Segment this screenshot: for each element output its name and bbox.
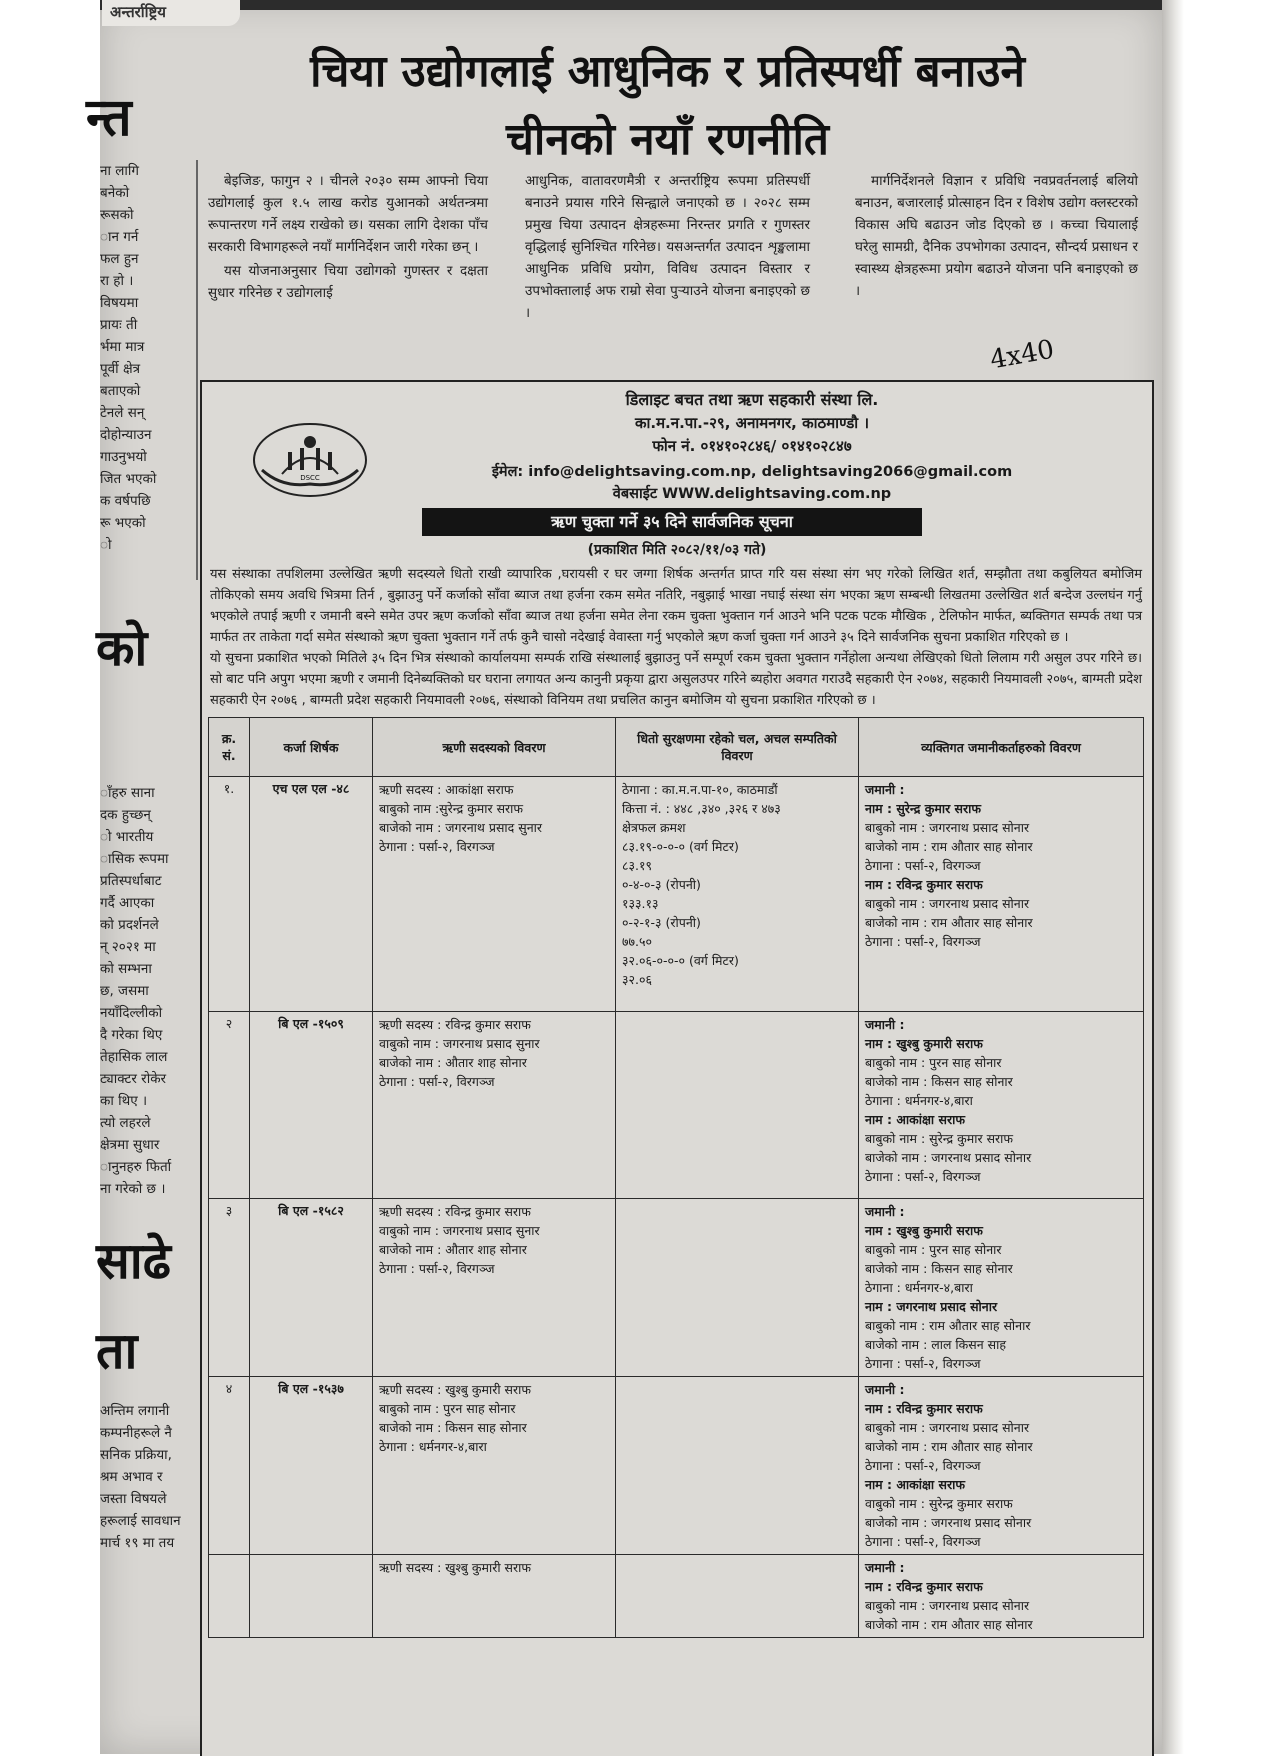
handwritten-mark: 4x40: [987, 334, 1057, 376]
left-column-fragment: को सम्भना: [100, 961, 152, 977]
guarantors-line: बाबुको नाम : सुरेन्द्र कुमार सराफ: [865, 1131, 1014, 1146]
table-row: [209, 1199, 1144, 1377]
cell-serial: २: [209, 1012, 250, 1199]
guarantors-line: बाजेको नाम : किसन साह सोनार: [865, 1261, 1013, 1276]
left-column-fragment: फल हुन: [100, 251, 139, 267]
collateral-line: ८३.१९-०-०-० (वर्ग मिटर): [622, 839, 739, 854]
guarantors-line: बाबुको नाम : पुरन साह सोनार: [865, 1242, 1002, 1257]
borrower-line: ठेगाना : पर्सा-२, विरगञ्ज: [379, 839, 495, 854]
guarantors-line: ठेगाना : पर्सा-२, विरगञ्ज: [865, 1534, 981, 1549]
collateral-line: ०-२-१-३ (रोपनी): [622, 915, 701, 930]
guarantors-line: नाम : रविन्द्र कुमार सराफ: [865, 1579, 983, 1594]
collateral-line: ०-४-०-३ (रोपनी): [622, 877, 701, 892]
headline-line-2: चीनको नयाँ रणनीति: [505, 114, 830, 165]
cell-serial: १.: [209, 777, 250, 1012]
guarantors-line: जमानी :: [865, 1382, 905, 1397]
notice-paragraph: यस संस्थाका तपशिलमा उल्लेखित ऋणी सदस्यले धितो राखी व्यापारिक ,घरायसी र घर जग्गा शिर्षक अन्तर्गत प्राप्त गरि यस संस्था संग भए गरेको लिखित शर्त, सम्झौता तथा कबुलियत बमोजिम तोकिएको समय अवधि भित्रमा तिर्न , बुझाउनु पर्ने कर्जाको साँवा ब्याज तथा हर्जना रकम समेत नतिरि, नबुझाई भाखा नघाई संस्था संग भएका ऋण सम्बन्धी लिखतमा उल्लेखित शर्त बन्देज उल्लघंन गर्नु भएकोले तपाई ऋणी र जमानी बस्ने समेत उपर ऋण कर्जाको साँवा ब्याज तथा हर्जना समेत लेना रकम चुक्ता भुक्तान गर्न आउने भनि पटक पटक मौखिक , टेलिफोन मार्फत, ब्यक्तिगत सम्पर्क तथा पत्र मार्फत तर ताकेता गर्दा समेत संस्थाको ऋण चुक्ता भुक्तान गर्ने तर्फ कुनै चासो नदेखाई वेवास्ता गर्नु भएकोले ऋण कर्जा चुक्ता गर्न आउने ३५ दिने सार्वजनिक सुचना प्रकाशित गरिएको छ ।: [210, 567, 1142, 645]
guarantors-line: नाम : आकांक्षा सराफ: [865, 1477, 965, 1492]
cell-serial: ३: [209, 1199, 250, 1377]
left-column-fragment: मार्च १९ मा तय: [100, 1535, 175, 1551]
borrower-line: बाजेको नाम : जगरनाथ प्रसाद सुनार: [379, 820, 542, 835]
cell-collateral: [616, 777, 859, 1012]
table-row: [209, 777, 1144, 1012]
guarantors-line: बाजेको नाम : राम औतार साह सोनार: [865, 1439, 1033, 1454]
organization-phone: फोन नं. ०१४१०२८४६/ ०१४१०२८४७: [652, 437, 852, 455]
guarantors-line: ठेगाना : पर्सा-२, विरगञ्ज: [865, 1169, 981, 1184]
guarantors-line: नाम : सुरेन्द्र कुमार सराफ: [865, 801, 981, 816]
borrower-line: ठेगाना : पर्सा-२, विरगञ्ज: [379, 1261, 495, 1276]
guarantors-line: बाजेको नाम : लाल किसन साह: [865, 1337, 1006, 1352]
left-column-fragment: गाउनुभयो: [100, 449, 147, 465]
left-column-fragment: ना लागि: [100, 163, 140, 179]
left-column-fragment: दोहोन्याउन: [100, 427, 152, 443]
cell-collateral: [616, 1377, 859, 1555]
guarantors-line: नाम : खुश्बु कुमारी सराफ: [865, 1223, 983, 1238]
table-row: [209, 1377, 1144, 1555]
guarantors-line: बाजेको नाम : किसन साह सोनार: [865, 1074, 1013, 1089]
guarantors-line: नाम : रविन्द्र कुमार सराफ: [865, 1401, 983, 1416]
left-column-fragment: विषयमा: [100, 295, 139, 311]
left-column-fragment: त्यो लहरले: [100, 1115, 151, 1131]
borrower-line: बाजेको नाम : किसन साह सोनार: [379, 1420, 527, 1435]
cell-guarantors: [859, 1199, 1144, 1377]
left-big-word-1: न्त: [86, 88, 132, 148]
left-big-word-2: को: [96, 619, 148, 677]
guarantors-line: ठेगाना : पर्सा-२, विरगञ्ज: [865, 858, 981, 873]
guarantors-line: बाबुको नाम : जगरनाथ प्रसाद सोनार: [865, 820, 1030, 835]
article-column-3: [855, 170, 1138, 304]
guarantors-line: नाम : खुश्बु कुमारी सराफ: [865, 1036, 983, 1051]
borrower-line: बाजेको नाम : औतार शाह सोनार: [379, 1055, 527, 1070]
cell-borrower: [373, 1377, 616, 1555]
cell-collateral: [616, 1199, 859, 1377]
left-column-fragment: सनिक प्रक्रिया,: [100, 1447, 172, 1463]
left-column-fragment: र्भमा मात्र: [100, 339, 145, 355]
left-column-fragment: का थिए ।: [100, 1093, 148, 1109]
collateral-line: ठेगाना : का.म.न.पा-१०, काठमाडौं: [622, 782, 778, 797]
borrower-line: ऋणी सदस्य : आकांक्षा सराफ: [379, 782, 514, 797]
left-column-fragments-3: [100, 1400, 200, 1554]
collateral-line: ८३.१९: [622, 858, 652, 873]
organization-address: का.म.न.पा.-२९, अनामनगर, काठमाण्डौ ।: [634, 414, 870, 432]
left-column-fragments-1: [100, 160, 200, 556]
guarantors-line: बाजेको नाम : राम औतार साह सोनार: [865, 839, 1033, 854]
guarantors-line: बाबुको नाम : राम औतार साह सोनार: [865, 1318, 1031, 1333]
guarantors-line: बाजेको नाम : राम औतार साह सोनार: [865, 1617, 1033, 1632]
left-column-fragment: प्रतिस्पर्धाबाट: [100, 873, 162, 889]
headline-line-1: चिया उद्योगलाई आधुनिक र प्रतिस्पर्धी बनाउने: [310, 46, 1025, 97]
guarantors-line: बाजेको नाम : जगरनाथ प्रसाद सोनार: [865, 1150, 1032, 1165]
article-column-2: [525, 170, 810, 326]
borrower-line: ठेगाना : पर्सा-२, विरगञ्ज: [379, 1074, 495, 1089]
guarantors-line: जमानी :: [865, 782, 905, 797]
cell-borrower: [373, 1012, 616, 1199]
guarantors-line: जमानी :: [865, 1560, 905, 1575]
organization-website: वेबसाईट WWW.delightsaving.com.np: [612, 486, 892, 502]
left-column-fragment: रू भएको: [100, 515, 146, 531]
left-big-word-3: साढे: [96, 1232, 171, 1290]
left-column-fragment: दक हुच्छन्: [100, 807, 151, 823]
column-divider: [196, 160, 198, 580]
notice-body: [210, 564, 1142, 711]
left-column-fragment: नयाँदिल्लीको: [100, 1005, 163, 1021]
guarantors-line: बाजेको नाम : राम औतार साह सोनार: [865, 915, 1033, 930]
cell-guarantors: [859, 777, 1144, 1012]
notice-published-date: (प्रकाशित मिति २०८२/११/०३ गते): [587, 542, 767, 558]
collateral-line: ७७.५०: [622, 934, 652, 949]
guarantors-line: बाबुको नाम : जगरनाथ प्रसाद सोनार: [865, 1598, 1030, 1613]
collateral-line: कित्ता नं. : ४४८ ,३४० ,३२६ र ४७३: [622, 801, 781, 816]
left-column-fragment: रूसको: [100, 207, 134, 223]
guarantors-line: ठेगाना : पर्सा-२, विरगञ्ज: [865, 1458, 981, 1473]
cooperative-logo: [252, 422, 368, 498]
header-borrower: ऋणी सदस्यको विवरण: [373, 718, 616, 777]
cell-loan-title: [250, 1555, 373, 1638]
left-column-fragment: गर्दै आएका: [100, 895, 155, 911]
guarantors-line: ठेगाना : पर्सा-२, विरगञ्ज: [865, 934, 981, 949]
cell-guarantors: [859, 1012, 1144, 1199]
left-column-fragment: क वर्षपछि: [100, 493, 151, 509]
scan-top-edge: [100, 0, 1162, 10]
cell-loan-title: बि एल -१५०९: [250, 1012, 373, 1199]
scan-right-edge: [1162, 0, 1184, 1754]
guarantors-line: बाबुको नाम : जगरनाथ प्रसाद सोनार: [865, 896, 1030, 911]
cell-borrower: [373, 1555, 616, 1638]
left-big-word-4: ता: [96, 1322, 138, 1380]
cell-collateral: [616, 1555, 859, 1638]
cell-guarantors: [859, 1555, 1144, 1638]
svg-text:DSCC: DSCC: [300, 474, 320, 482]
left-column-fragment: दै गरेका थिए: [100, 1027, 163, 1043]
notice-title: ऋण चुक्ता गर्ने ३५ दिने सार्वजनिक सूचना: [422, 508, 922, 536]
borrower-line: ऋणी सदस्य : खुश्बु कुमारी सराफ: [379, 1560, 531, 1575]
borrower-line: बाजेको नाम : औतार शाह सोनार: [379, 1242, 527, 1257]
collateral-line: १३३.१३: [622, 896, 659, 911]
loan-table: [208, 717, 1144, 1638]
guarantors-line: जमानी :: [865, 1017, 905, 1032]
left-column-fragment: प्रायः ती: [100, 317, 138, 333]
cell-collateral: [616, 1012, 859, 1199]
guarantors-line: ठेगाना : धर्मनगर-४,बारा: [865, 1280, 973, 1295]
borrower-line: ऋणी सदस्य : खुश्बु कुमारी सराफ: [379, 1382, 531, 1397]
collateral-line: क्षेत्रफल क्रमश: [622, 820, 686, 835]
cell-serial: ४: [209, 1377, 250, 1555]
left-column-fragment: ासिक रूपमा: [100, 851, 169, 867]
header-collateral: धितो सुरक्षणमा रहेको चल, अचल सम्पतिको विवरण: [616, 718, 859, 777]
left-column-fragment: पूर्वी क्षेत्र: [100, 361, 141, 377]
header-serial: क्र. सं.: [209, 718, 250, 777]
left-column-fragment: ानुनहरु फिर्ता: [100, 1159, 172, 1175]
guarantors-line: बाजेको नाम : जगरनाथ प्रसाद सोनार: [865, 1515, 1032, 1530]
cell-loan-title: एच एल एल -४८: [250, 777, 373, 1012]
left-column-fragment: बनेको: [100, 185, 130, 201]
guarantors-line: नाम : रविन्द्र कुमार सराफ: [865, 877, 983, 892]
header-guarantors: व्यक्तिगत जमानीकर्ताहरुको विवरण: [859, 718, 1144, 777]
guarantors-line: नाम : आकांक्षा सराफ: [865, 1112, 965, 1127]
left-column-fragment: हरूलाई सावधान: [100, 1513, 181, 1529]
article-paragraph: यस योजनाअनुसार चिया उद्योगको गुणस्तर र दक्षता सुधार गरिनेछ र उद्योगलाई: [208, 263, 488, 301]
table-header-row: [209, 718, 1144, 777]
guarantors-line: ठेगाना : धर्मनगर-४,बारा: [865, 1093, 973, 1108]
article-paragraph: आधुनिक, वातावरणमैत्री र अन्तर्राष्ट्रिय रूपमा प्रतिस्पर्धी बनाउने प्रयास गरिने सिन्ह्वाले जनाएको छ । २०२८ सम्म प्रमुख चिया उत्पादन क्षेत्रहरूमा निरन्तर प्रगति र गुणस्तर वृद्धिलाई सुनिश्चित गरिनेछ। यसअन्तर्गत उत्पादन शृङ्खलामा आधुनिक प्रविधि प्रयोग, विविध उत्पादन विस्तार र उपभोक्तालाई अफ राम्रो सेवा पुऱ्याउने योजना बनाइएको छ ।: [525, 173, 810, 321]
left-column-fragment: टेनले सन्: [100, 405, 145, 421]
left-column-fragment: अन्तिम लगानी: [100, 1403, 170, 1419]
left-column-fragment: ो: [100, 537, 112, 553]
cell-loan-title: बि एल -१५३७: [250, 1377, 373, 1555]
left-column-fragment: श्रम अभाव र: [100, 1469, 163, 1485]
left-column-fragment: जित भएको: [100, 471, 157, 487]
article-paragraph: मार्गनिर्देशनले विज्ञान र प्रविधि नवप्रवर्तनलाई बलियो बनाउन, बजारलाई प्रोत्साहन दिन र विशेष उद्योग क्लस्टरको विकास अघि बढाउन जोड दिएको छ । कच्चा चियालाई घरेलु सामग्री, दैनिक उपभोगका उत्पादन, सौन्दर्य प्रसाधन र स्वास्थ्य क्षेत्रहरूमा प्रयोग बढाउने योजना पनि बनाइएको छ ।: [855, 173, 1138, 299]
left-column-fragment: ान गर्न: [100, 229, 139, 245]
left-column-fragment: जस्ता विषयले: [100, 1491, 167, 1507]
guarantors-line: बाबुको नाम : पुरन साह सोनार: [865, 1055, 1002, 1070]
left-column-fragment: ो भारतीय: [100, 829, 154, 845]
guarantors-line: नाम : जगरनाथ प्रसाद सोनार: [865, 1299, 998, 1314]
guarantors-line: जमानी :: [865, 1204, 905, 1219]
article-column-1: [208, 170, 488, 306]
left-column-fragment: न् २०२१ मा: [100, 939, 156, 955]
borrower-line: वाबुको नाम : जगरनाथ प्रसाद सुनार: [379, 1036, 540, 1051]
table-row: [209, 1012, 1144, 1199]
borrower-line: ठेगाना : धर्मनगर-४,बारा: [379, 1439, 487, 1454]
guarantors-line: बाबुको नाम : जगरनाथ प्रसाद सोनार: [865, 1420, 1030, 1435]
public-notice-box: [200, 380, 1154, 1756]
table-row: [209, 1555, 1144, 1638]
guarantors-line: ठेगाना : पर्सा-२, विरगञ्ज: [865, 1356, 981, 1371]
left-column-fragment: कम्पनीहरूले नै: [100, 1425, 172, 1441]
organization-header: [392, 382, 1112, 503]
borrower-line: ऋणी सदस्य : रविन्द्र कुमार सराफ: [379, 1017, 531, 1032]
borrower-line: वाबुको नाम : जगरनाथ प्रसाद सुनार: [379, 1223, 540, 1238]
organization-email: ईमेल: info@delightsaving.com.np, delightsaving2066@gmail.com: [491, 464, 1013, 480]
left-column-fragment: ट्याक्टर रोकेर: [100, 1071, 167, 1087]
notice-paragraph: यो सुचना प्रकाशित भएको मितिले ३५ दिन भित्र संस्थाको कार्यालयमा सम्पर्क राखि संस्थालाई बुझाउनु पर्ने सम्पूर्ण रकम चुक्ता भुक्तान गर्नेहोला अन्यथा लेखिएको धितो लिलाम गरी असुल उपर गरिने छ। सो बाट पनि अपुग भएमा ऋणी र जमानी दिनेब्यक्तिको घर घराना लगायत अन्य कानुनी प्रकृया द्वारा असुलउपर गरिने ब्यहोरा अवगत गराउदै सहकारी ऐन २०७४, सहकारी नियमावली २०७५, बाग्मती प्रदेश सहकारी ऐन २०७६ , बाग्मती प्रदेश सहकारी नियमावली २०७६, संस्थाको विनियम तथा प्रचलित कानुन बमोजिम यो सुचना प्रकाशित गरिएको छ ।: [210, 651, 1142, 708]
left-column-fragment: रा हो ।: [100, 273, 134, 289]
left-column-fragment: ना गरेको छ ।: [100, 1181, 166, 1197]
cell-guarantors: [859, 1377, 1144, 1555]
left-column-fragment: क्षेत्रमा सुधार: [100, 1137, 160, 1153]
left-column-fragment: छ, जसमा: [100, 983, 149, 999]
borrower-line: बाबुको नाम : पुरन साह सोनार: [379, 1401, 516, 1416]
left-column-fragment: बताएको: [100, 383, 141, 399]
guarantors-line: वाबुको नाम : सुरेन्द्र कुमार सराफ: [865, 1496, 1013, 1511]
borrower-line: ऋणी सदस्य : रविन्द्र कुमार सराफ: [379, 1204, 531, 1219]
section-tab: अन्तर्राष्ट्रिय: [102, 0, 240, 26]
cell-loan-title: बि एल -१५८२: [250, 1199, 373, 1377]
collateral-line: ३२.०६-०-०-० (वर्ग मिटर): [622, 953, 739, 968]
collateral-line: ३२.०६: [622, 972, 652, 987]
left-column-fragment: तेहासिक लाल: [100, 1049, 168, 1065]
left-column-fragment: ाँहरु साना: [100, 785, 155, 801]
article-paragraph: बेइजिङ, फागुन २ । चीनले २०३० सम्म आफ्नो चिया उद्योगलाई कुल १.५ लाख करोड युआनको अर्थतन्त्रमा रूपान्तरण गर्ने लक्ष्य राखेको छ। यसका लागि देशका पाँच सरकारी विभागहरूले नयाँ मार्गनिर्देशन जारी गरेका छन् ।: [208, 173, 488, 255]
cell-borrower: [373, 777, 616, 1012]
cell-borrower: [373, 1199, 616, 1377]
left-column-fragment: को प्रदर्शनले: [100, 917, 159, 933]
header-loan-title: कर्जा शिर्षक: [250, 718, 373, 777]
organization-name: डिलाइट बचत तथा ऋण सहकारी संस्था लि.: [625, 390, 879, 409]
cell-serial: [209, 1555, 250, 1638]
left-column-fragments-2: [100, 782, 200, 1200]
borrower-line: बाबुको नाम :सुरेन्द्र कुमार सराफ: [379, 801, 524, 816]
